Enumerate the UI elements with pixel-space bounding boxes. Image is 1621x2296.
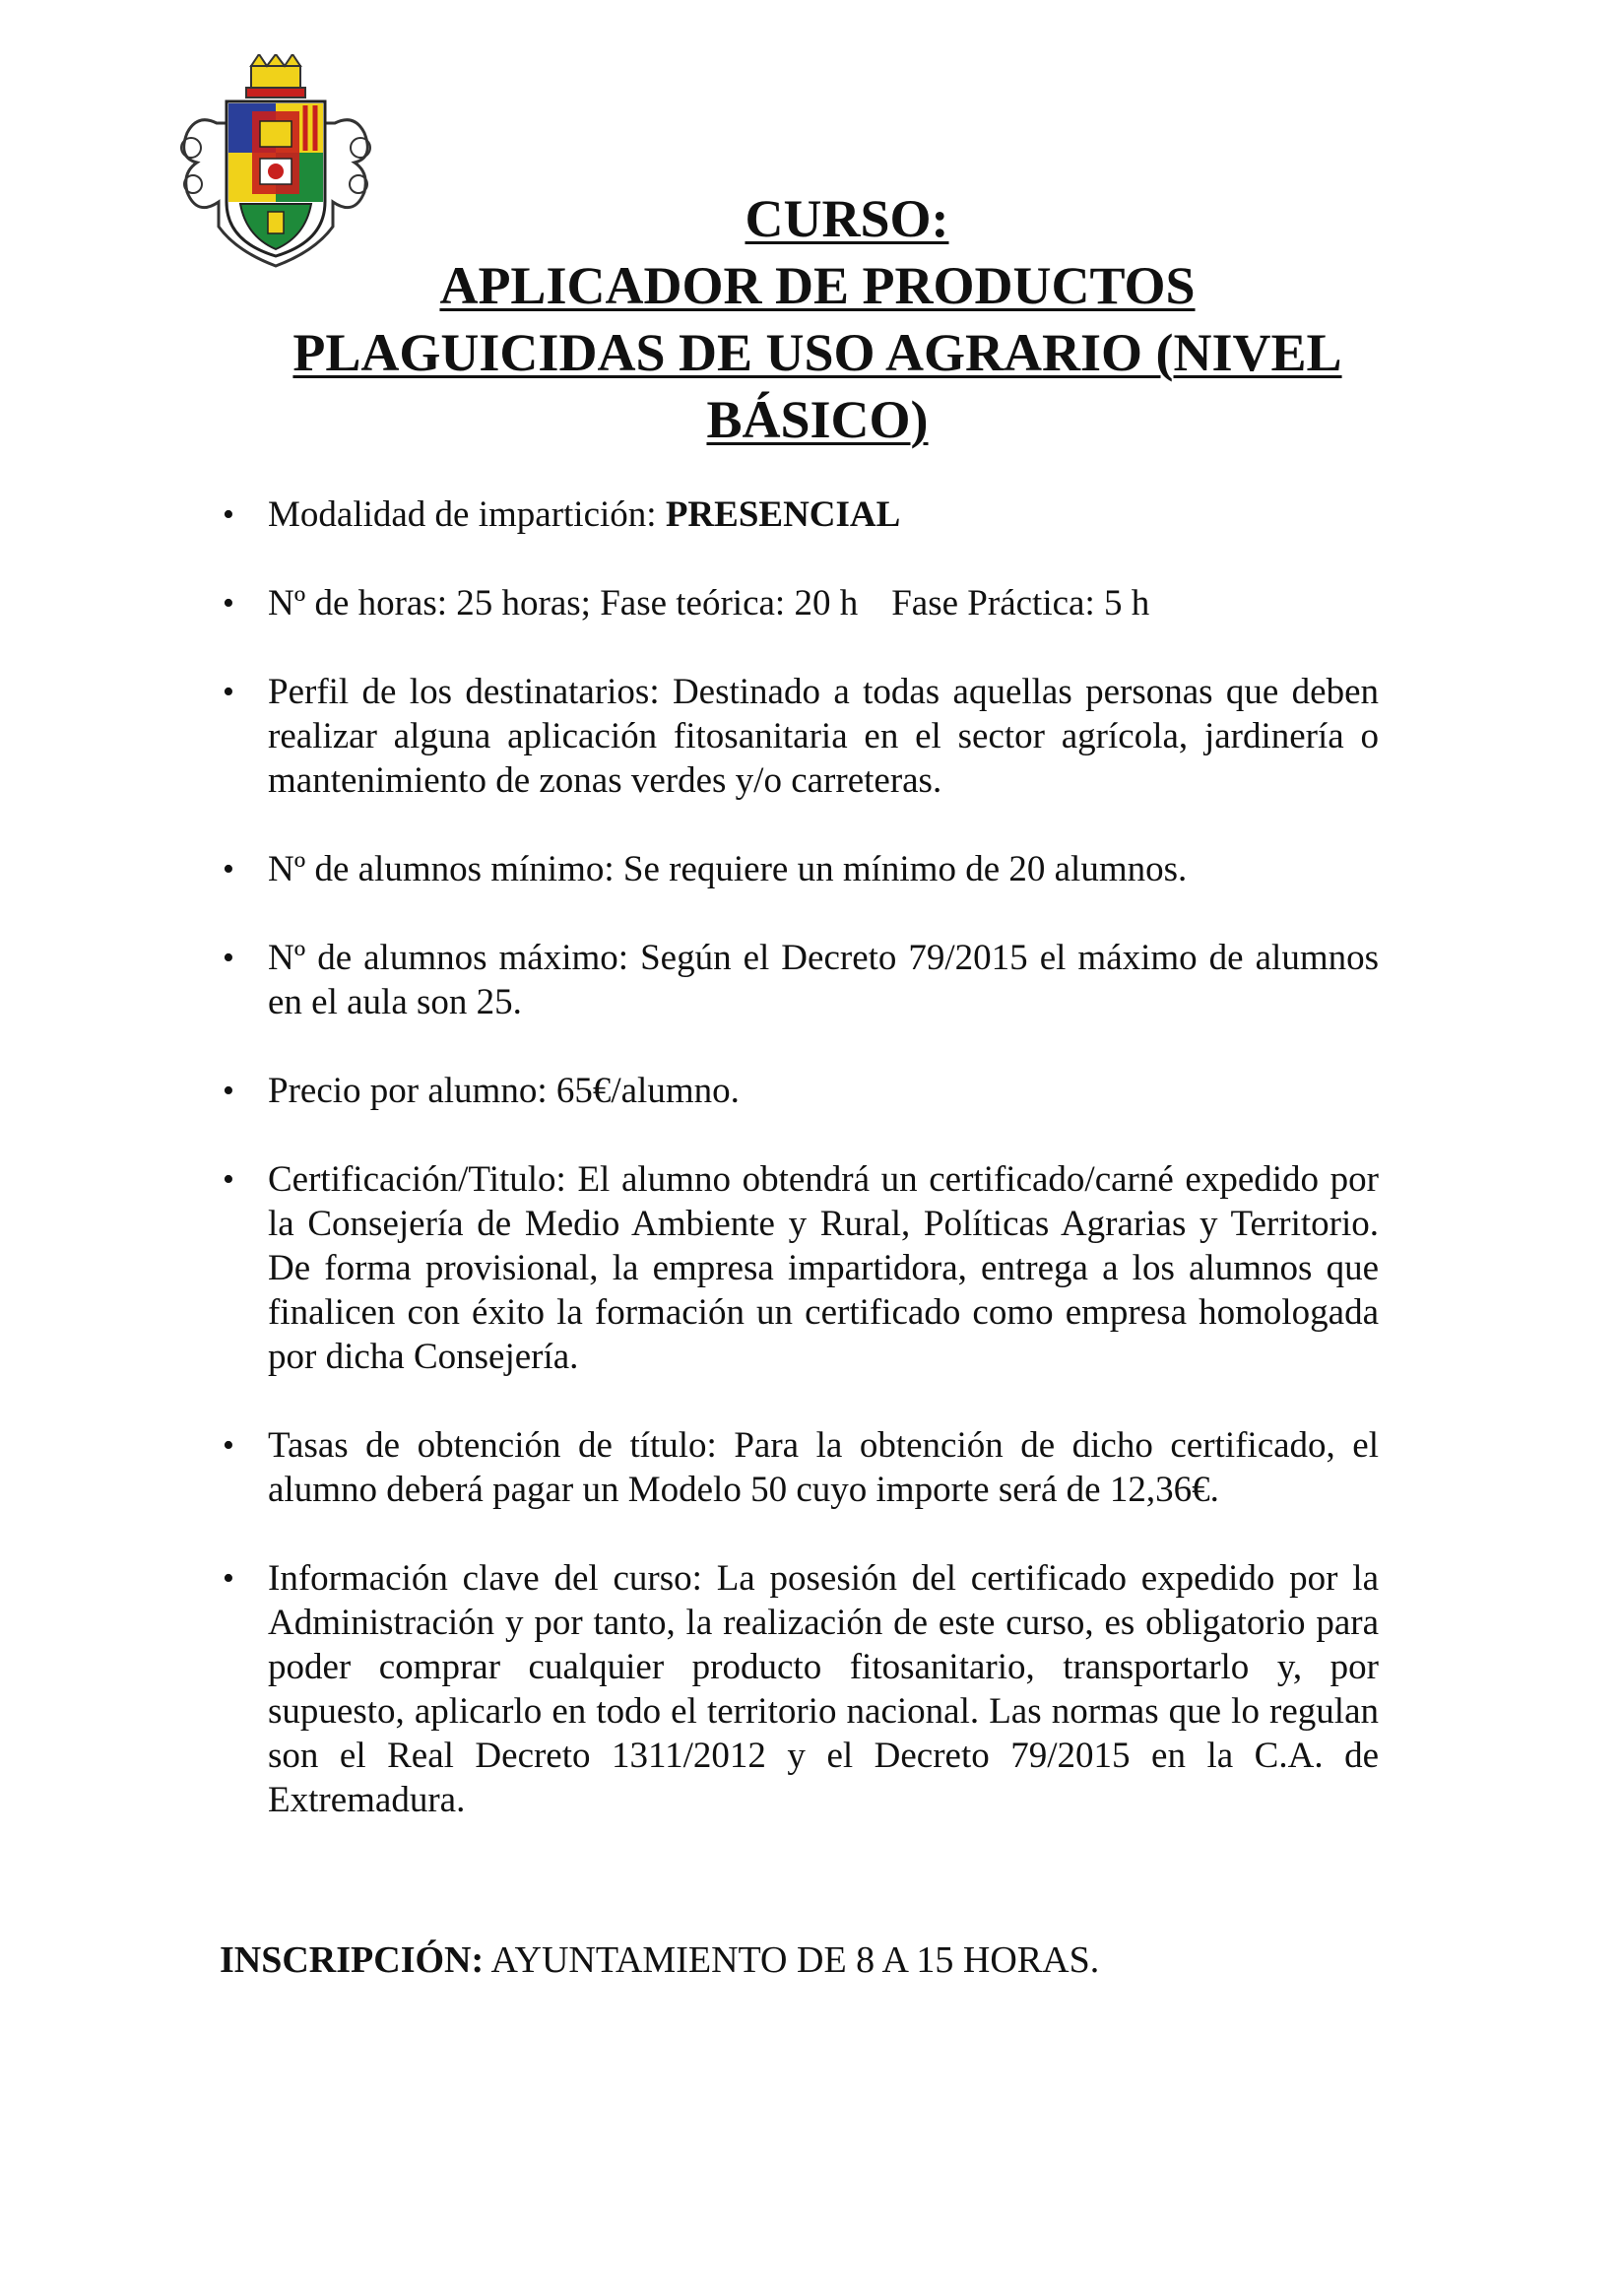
title-line-curso: CURSO:	[745, 189, 949, 248]
modalidad-label: Modalidad de impartición:	[268, 494, 666, 535]
list-item-tasas: • Tasas de obtención de título: Para la obtención de dicho certificado, el alumno deberá pagar un Modelo 50 cuyo importe será de 12,36€.	[268, 1423, 1379, 1512]
list-item-alumnos-minimo: • Nº de alumnos mínimo: Se requiere un mínimo de 20 alumnos.	[268, 847, 1379, 891]
horas-practica: Fase Práctica: 5 h	[891, 583, 1150, 623]
list-item-informacion: • Información clave del curso: La posesión del certificado expedido por la Administración y por tanto, la realización de este curso, es obligatorio para poder comprar cualquier producto fitosanitario, transportarlo y, por supuesto, aplicarlo en todo el territorio nacional. Las normas que lo regulan son el Real Decreto 1311/2012 y el Decreto 79/2015 en la C.A. de Extremadura.	[268, 1556, 1379, 1822]
horas-text: Nº de horas: 25 horas; Fase teórica: 20 h	[268, 583, 859, 623]
list-item-modalidad	[268, 492, 1379, 537]
list-item-certificacion: • Certificación/Titulo: El alumno obtendrá un certificado/carné expedido por la Consejería de Medio Ambiente y Rural, Políticas Agrarias y Territorio. De forma provisional, la empresa impartidora, entrega a los alumnos que finalicen con éxito la formación un certificado como empresa homologada por dicha Consejería.	[268, 1157, 1379, 1379]
inscription-text: AYUNTAMIENTO DE 8 A 15 HORAS.	[484, 1939, 1100, 1981]
list-item-horas	[268, 581, 1379, 625]
inscription-line	[220, 1937, 1099, 1983]
list-item-alumnos-maximo: • Nº de alumnos máximo: Según el Decreto 79/2015 el máximo de alumnos en el aula son 25.	[268, 936, 1379, 1024]
course-title	[227, 185, 1408, 453]
list-item-precio: • Precio por alumno: 65€/alumno.	[268, 1069, 1379, 1113]
list-item-perfil: • Perfil de los destinatarios: Destinado a todas aquellas personas que deben realizar alguna aplicación fitosanitaria en el sector agrícola, jardinería o mantenimiento de zonas verdes y/o carreteras.	[268, 670, 1379, 803]
course-details-list	[268, 492, 1379, 1822]
title-line-2: APLICADOR DE PRODUCTOS	[439, 256, 1196, 315]
modalidad-value: PRESENCIAL	[665, 494, 901, 535]
crown	[246, 54, 305, 98]
inscription-label: INSCRIPCIÓN:	[220, 1939, 485, 1981]
title-line-4: BÁSICO)	[706, 390, 929, 449]
title-line-3: PLAGUICIDAS DE USO AGRARIO (NIVEL	[292, 323, 1342, 382]
